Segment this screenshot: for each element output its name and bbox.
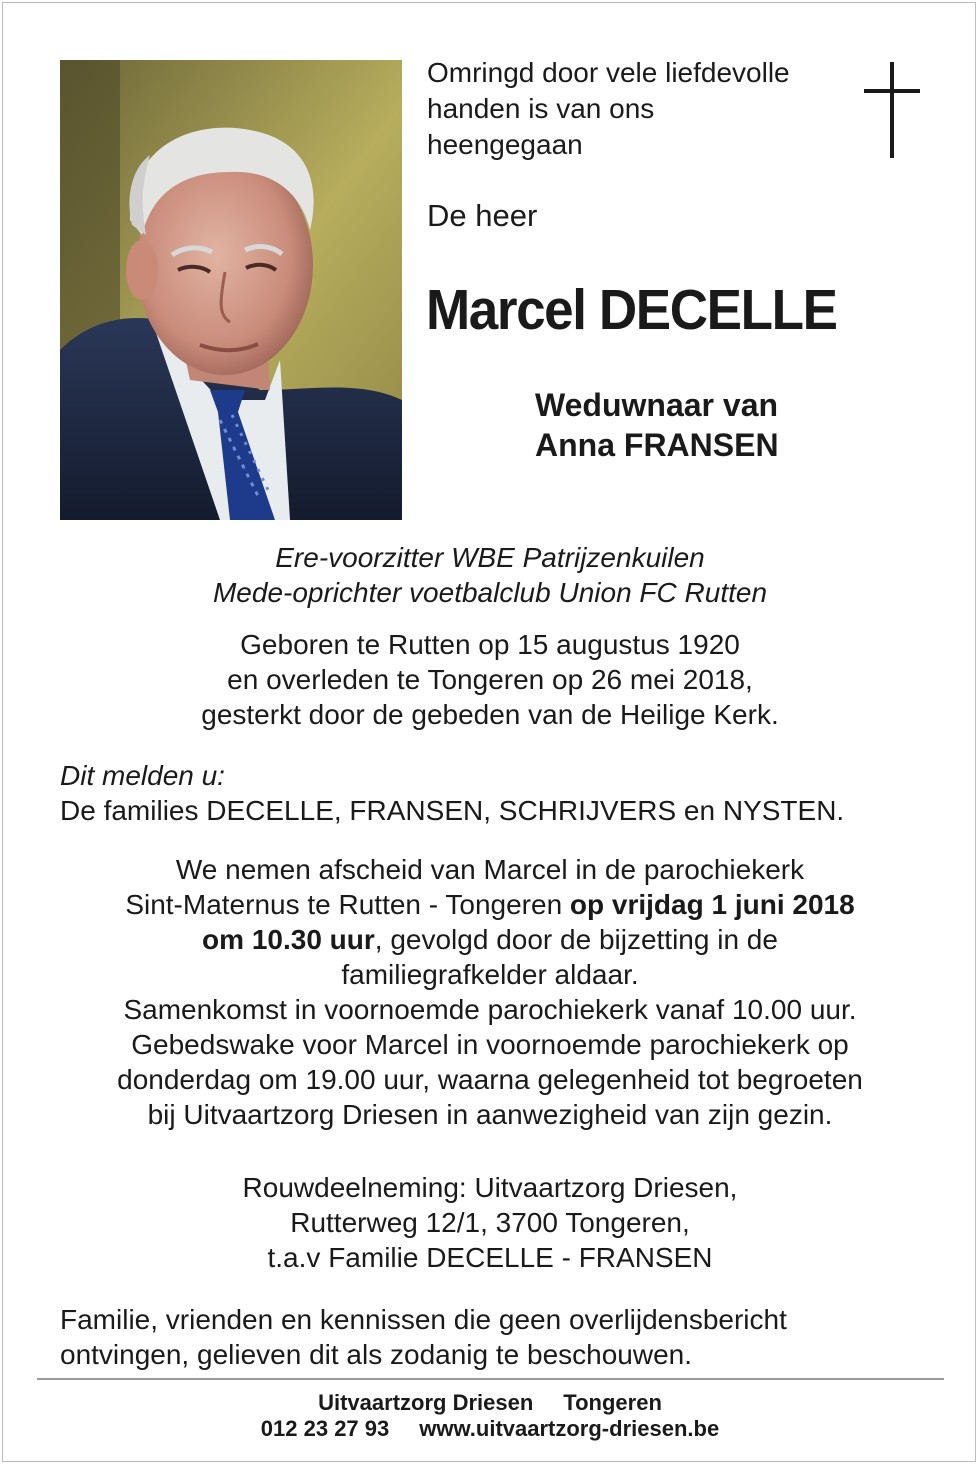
ceremony-line: bij Uitvaartzorg Driesen in aanwezigheid van zijn gezin.: [147, 1099, 833, 1130]
role-line: Mede-oprichter voetbalclub Union FC Rutten: [212, 577, 768, 608]
condolence-line: Rouwdeelneming: Uitvaartzorg Driesen,: [242, 1172, 738, 1203]
footer-divider: [37, 1378, 944, 1380]
notice-line: Familie, vrienden en kennissen die geen overlijdensbericht: [60, 1304, 787, 1335]
info-line: Geboren te Rutten op 15 augustus 1920: [240, 629, 740, 660]
condolence-line: Rutterweg 12/1, 3700 Tongeren,: [290, 1207, 690, 1238]
footer-contact-line: [0, 1416, 980, 1442]
funeral-home-city: Tongeren: [563, 1390, 662, 1415]
widow-label: Weduwnaar van: [535, 387, 779, 423]
closing-notice: [60, 1302, 787, 1372]
intro-line: handen is van ons: [427, 93, 655, 124]
phone-number: 012 23 27 93: [260, 1416, 390, 1441]
ceremony-line: Samenkomst in voornoemde parochiekerk vanaf 10.00 uur.: [123, 994, 857, 1025]
intro-text: [427, 55, 857, 163]
info-line: en overleden te Tongeren op 26 mei 2018,: [227, 664, 753, 695]
funeral-home-name: Uitvaartzorg Driesen: [318, 1390, 534, 1415]
intro-line: heengegaan: [427, 129, 583, 160]
footer-company-line: [0, 1390, 980, 1416]
honorific-title: De heer: [427, 198, 538, 233]
ceremony-line: [0, 922, 980, 957]
notice-line: ontvingen, gelieven dit als zodanig te beschouwen.: [60, 1339, 692, 1370]
ceremony-line: [0, 887, 980, 922]
ceremony-info: [0, 852, 980, 1132]
widow-of: [535, 385, 779, 465]
announcement: [60, 758, 844, 828]
portrait-photo: [60, 60, 402, 520]
ceremony-line: Gebedswake voor Marcel in voornoemde parochiekerk op: [131, 1029, 849, 1060]
ceremony-line: donderdag om 19.00 uur, waarna gelegenheid tot begroeten: [117, 1064, 863, 1095]
ceremony-date: op vrijdag 1 juni 2018: [569, 889, 855, 920]
condolence-line: t.a.v Familie DECELLE - FRANSEN: [267, 1242, 713, 1273]
website-link[interactable]: www.uitvaartzorg-driesen.be: [419, 1416, 720, 1441]
role-line: Ere-voorzitter WBE Patrijzenkuilen: [275, 542, 705, 573]
ceremony-time: om 10.30 uur: [202, 924, 375, 955]
info-line: gesterkt door de gebeden van de Heilige Kerk.: [201, 699, 779, 730]
roles: [0, 540, 980, 610]
ceremony-line: familiegrafkelder aldaar.: [341, 959, 639, 990]
birth-death-info: [0, 627, 980, 732]
ceremony-text: , gevolgd door de bijzetting in de: [374, 924, 778, 955]
latin-cross-icon: [864, 62, 920, 158]
ceremony-text: Sint-Maternus te Rutten - Tongeren: [125, 889, 570, 920]
deceased-name: Marcel DECELLE: [426, 278, 837, 342]
intro-line: Omringd door vele liefdevolle: [427, 57, 790, 88]
families-line: De families DECELLE, FRANSEN, SCHRIJVERS en NYSTEN.: [60, 795, 845, 826]
ceremony-line: We nemen afscheid van Marcel in de parochiekerk: [175, 854, 805, 885]
spouse-name: Anna FRANSEN: [535, 427, 779, 463]
condolence-address: [0, 1170, 980, 1275]
announce-label: Dit melden u:: [60, 760, 225, 791]
